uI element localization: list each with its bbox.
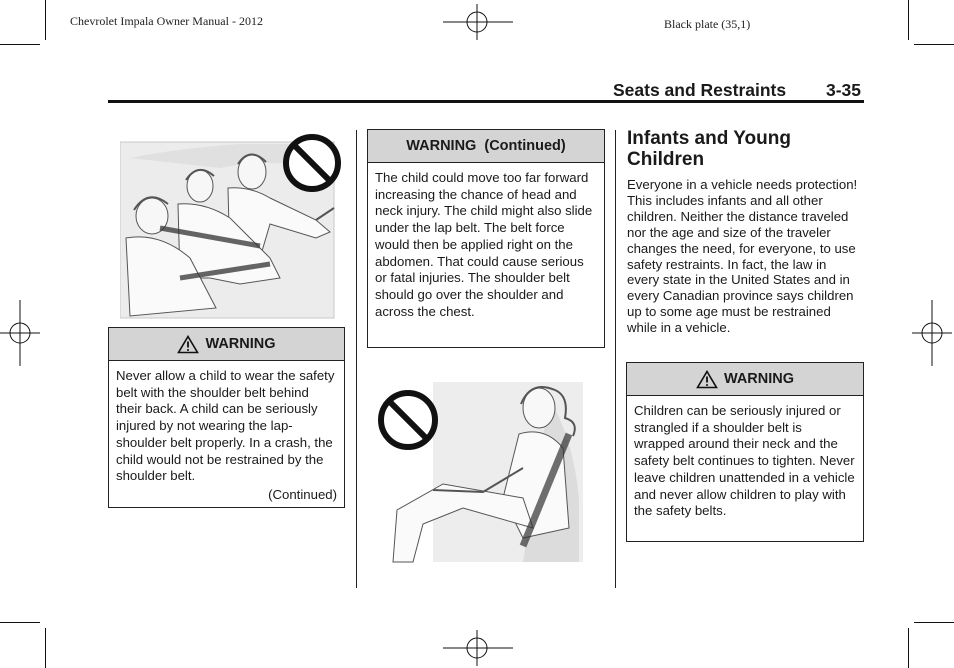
column-divider [356,130,357,588]
warning-title: WARNING (Continued) [406,138,566,154]
crop-mark-icon [0,44,40,45]
warning-text: Never allow a child to wear the safety belt with the shoulder belt behind their back. A child can be seriously injured by not wearing the lap-shoulder belt properly. In a crash, the child would not be restrained by the shoulder belt. [116,368,335,484]
warning-box [626,362,864,542]
children-seatbelt-illustration [120,128,344,320]
warning-box [367,129,605,348]
section-heading: Infants and Young Children [627,128,791,170]
warning-title: WARNING [723,371,795,387]
warning-triangle-icon [696,370,718,389]
warning-text: The child could move too far forward increasing the chance of head and neck injury. The child might also slide under the lap belt. The belt force would then be applied right on the abdomen. That could cause serious or fatal injuries. The shoulder belt should go over the shoulder and across the chest. [375,170,593,319]
plate-label: Black plate (35,1) [664,17,751,31]
crop-mark-icon [0,622,40,623]
child-seatbelt-illustration [373,378,585,564]
warning-header [109,328,344,361]
warning-triangle-icon [177,335,199,354]
section-title: Seats and Restraints [613,80,787,100]
registration-mark-icon [443,4,513,40]
crop-mark-icon [45,628,46,668]
registration-mark-icon [912,300,952,366]
crop-mark-icon [914,622,954,623]
intro-paragraph: Everyone in a vehicle needs protection! This includes infants and all other children. Neither the distance traveled nor the age and size of the traveler changes the need, for everyone, to use safety restraints. In fact, the law in every state in the United States and in every Canadian province says children up to some age must be restrained while in a vehicle. [627,177,858,336]
warning-header [627,363,863,396]
continued-label: (Continued) [268,486,337,502]
document-title: Chevrolet Impala Owner Manual - 2012 [70,14,263,28]
crop-mark-icon [908,0,909,40]
page-number: 3-35 [826,80,862,100]
column-divider [615,130,616,588]
warning-text: Children can be seriously injured or strangled if a shoulder belt is wrapped around their neck and the safety belt continues to tighten. Never leave children unattended in a vehicle and never allow children to play with the safety belts. [634,403,855,519]
crop-mark-icon [45,0,46,40]
registration-mark-icon [443,630,513,666]
prohibition-icon [286,137,338,189]
header-rule [108,100,864,103]
crop-mark-icon [908,628,909,668]
crop-mark-icon [914,44,954,45]
warning-box [108,327,345,508]
warning-header [368,130,604,163]
warning-title: WARNING [205,336,276,352]
registration-mark-icon [0,300,40,366]
prohibition-icon [381,393,435,447]
